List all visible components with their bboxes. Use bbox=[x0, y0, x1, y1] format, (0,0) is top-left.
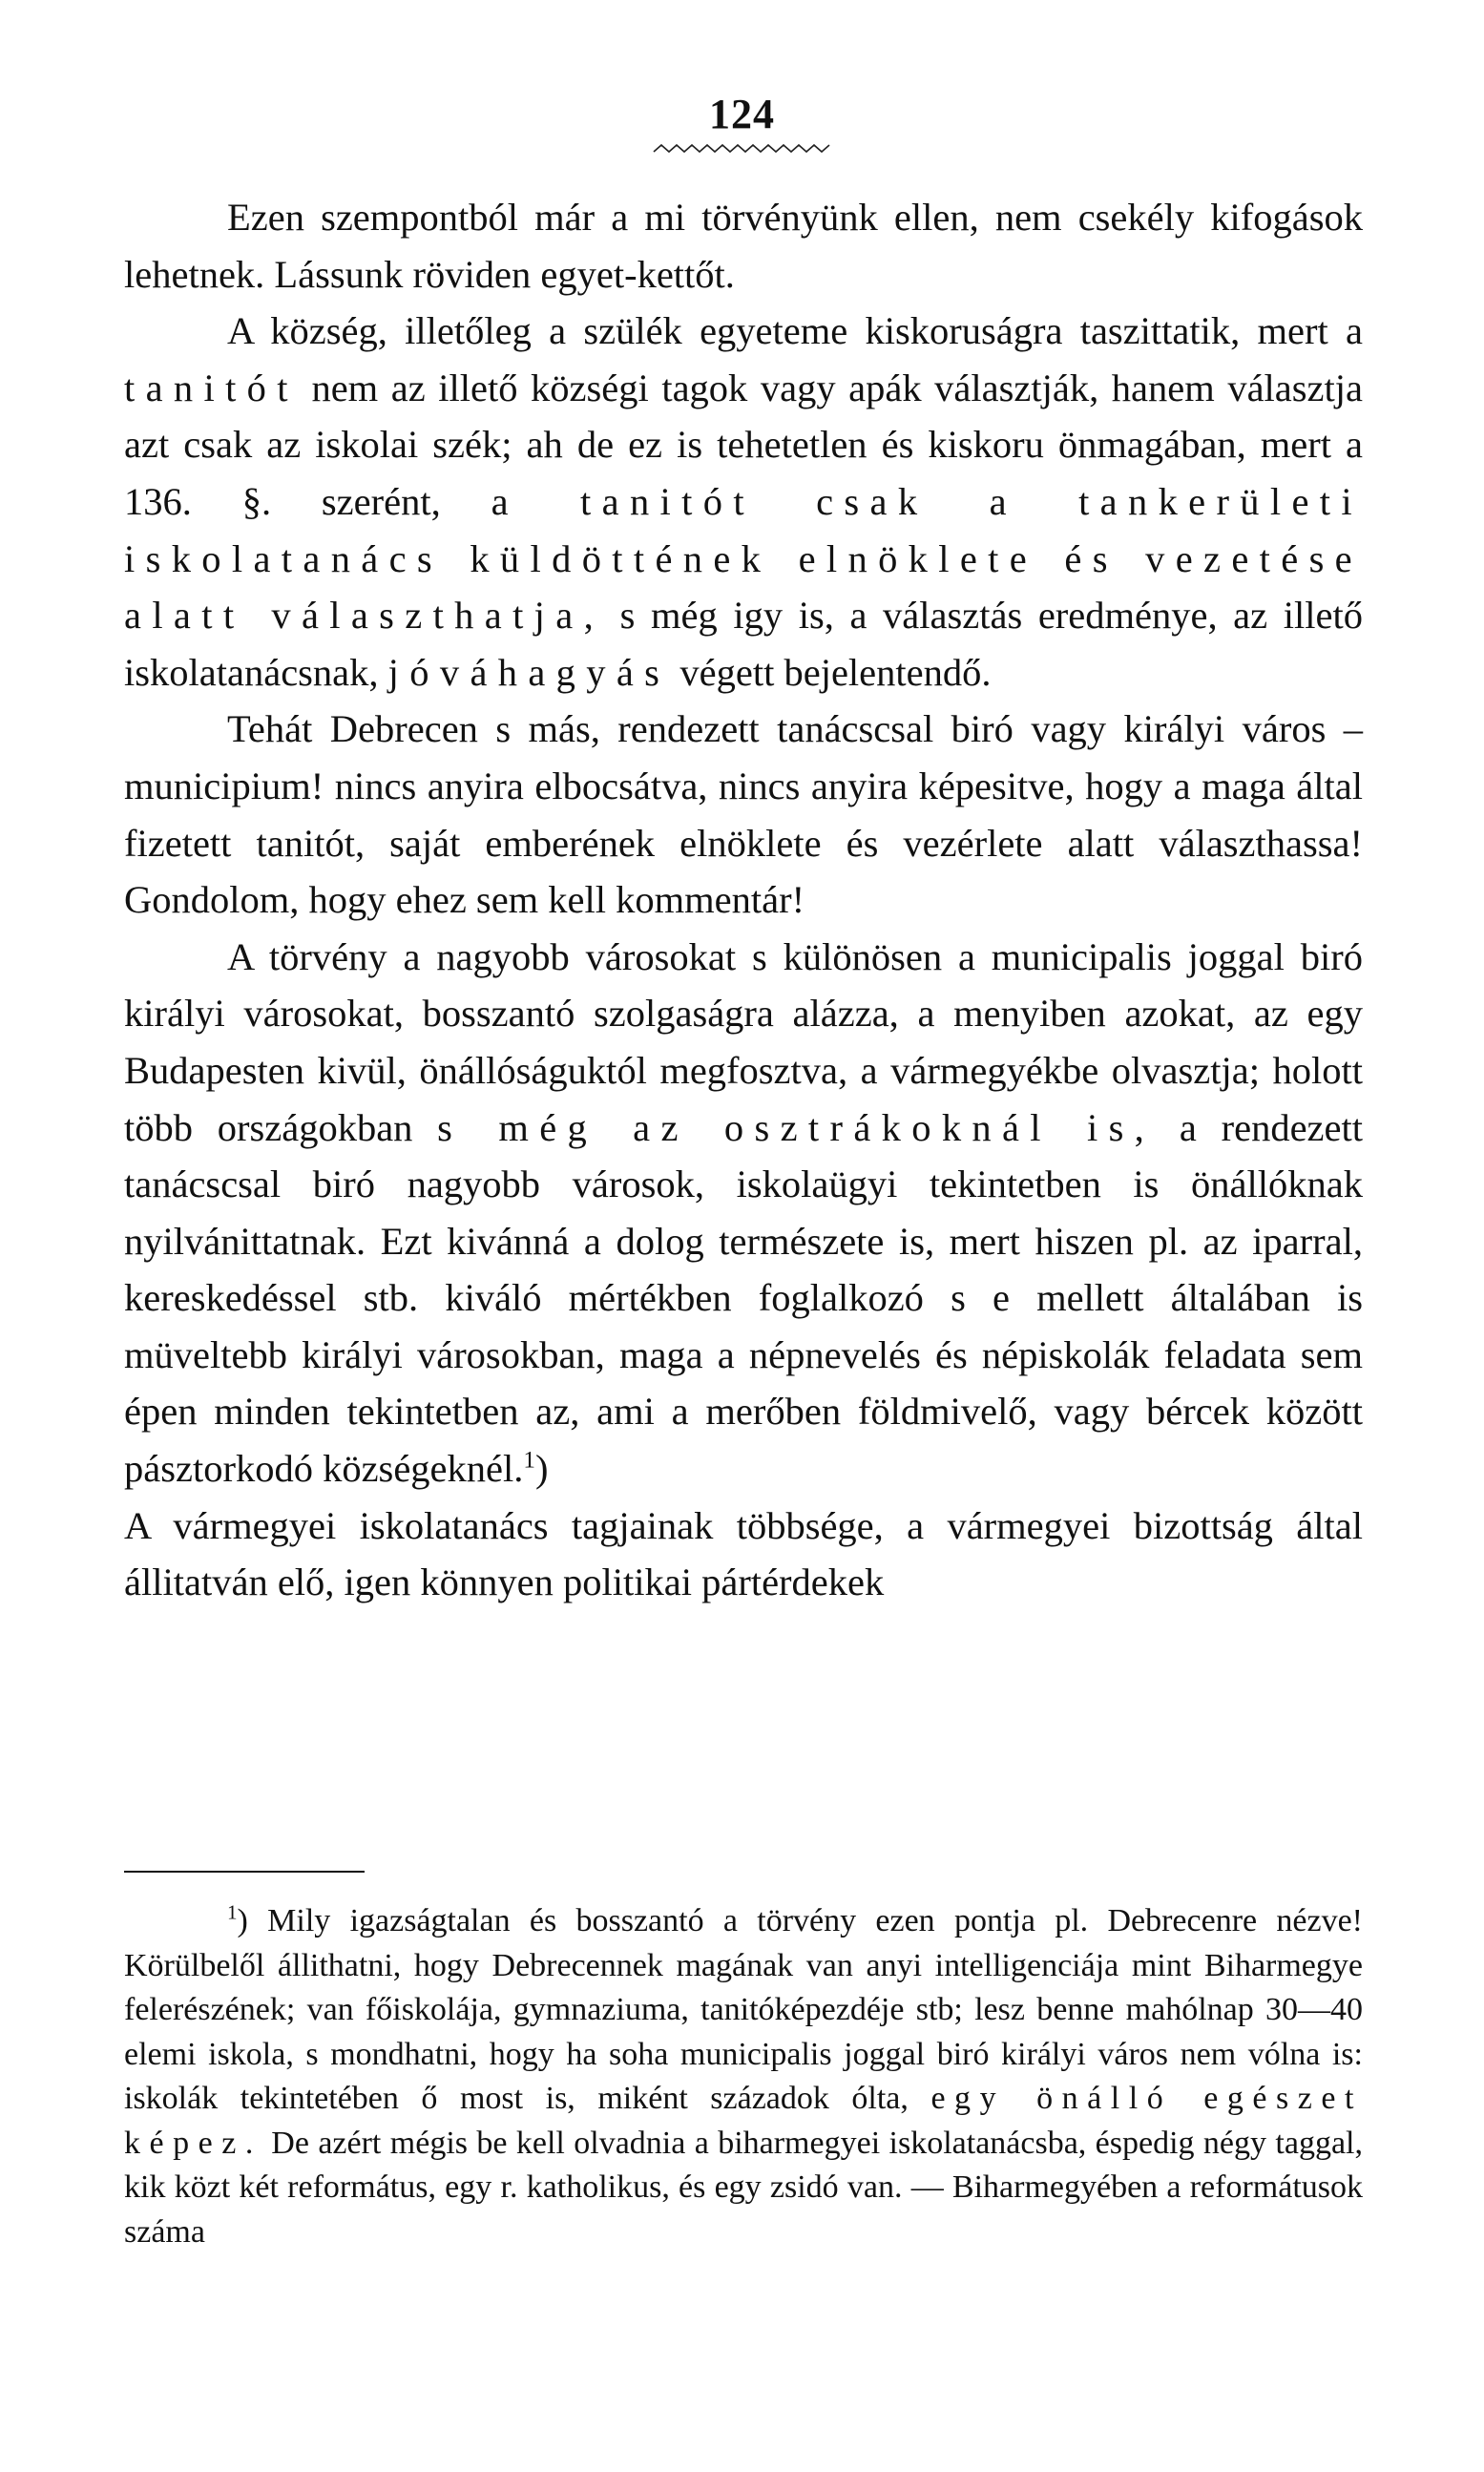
footnote-divider bbox=[124, 1871, 365, 1873]
main-text bbox=[124, 189, 1363, 1611]
paragraph bbox=[124, 1498, 1363, 1611]
text-run: Ezen szempontból már a mi törvényünk ellen, nem csekély kifogások lehetnek. Lássunk röviden egyet-kettőt. bbox=[124, 196, 1363, 296]
footnote-section bbox=[124, 1899, 1363, 2254]
page-header bbox=[0, 91, 1484, 156]
text-run: s még igy is, a választás eredménye, az illető iskolatanácsnak, bbox=[124, 594, 1363, 694]
text-run: A község, illetőleg a szülék egyeteme kiskoruságra taszittatik, mert a bbox=[227, 309, 1363, 353]
text-run: A törvény a nagyobb városokat s különösen a municipalis joggal biró királyi városokat, bosszantó szolgaságra alázza, a menyiben azokat, az egy Budapesten kivül, önállóságuktól megfosztva, a vármegyékbe olvasztja; holott több országokban bbox=[124, 934, 1363, 1149]
wavy-ornament-icon bbox=[652, 142, 833, 156]
emphasized-text: a tanitót csak a tankerületi iskolatanács küldöttének elnöklete és vezetése alatt választhatja, bbox=[124, 479, 1363, 638]
emphasized-text: jóváhagyás bbox=[387, 650, 671, 694]
text-run: ) bbox=[534, 1447, 549, 1491]
text-run: De azért mégis be kell olvadnia a biharmegyei iskolatanácsba, éspedig négy taggal, kik közt két református, egy r. katholikus, és egy zsidó van. — Biharmegyében a reformátusok száma bbox=[124, 2125, 1363, 2250]
text-run: Tehát Debrecen s más, rendezett tanácscsal biró vagy királyi város – municipium! nincs anyira elbocsátva, nincs anyira képesitve, hogy a maga által fizetett tanitót, saját emberének elnöklete és vezérlete alatt választhassa! Gondolom, hogy ehez sem kell kommentár! bbox=[124, 707, 1363, 922]
text-run: A vármegyei iskolatanács tagjainak többsége, a vármegyei bizottság által állitatván elő, igen könnyen politikai pártérdekek bbox=[124, 1503, 1363, 1604]
text-run: végett bejelentendő. bbox=[670, 650, 992, 694]
paragraph bbox=[124, 701, 1363, 928]
footnote-marker: 1 bbox=[523, 1447, 535, 1474]
emphasized-text: egy önálló egészet képez. bbox=[124, 2081, 1363, 2161]
emphasized-text: tanitót bbox=[124, 366, 299, 409]
text-run: ) Mily igazságtalan és bosszantó a törvény ezen pontja pl. Debrecenre nézve! Körülbelől állithatni, hogy Debrecennek magának van anyi intelligenciája mint Biharmegye felerészének; van főiskolája, gymnaziuma, tanitóképezdéje stb; lesz benne mahólnap 30—40 elemi iskola, s mondhatni, hogy ha soha municipalis joggal biró királyi város nem vólna is: iskolák tekintetében ő most is, miként századok ólta, bbox=[124, 1903, 1363, 2116]
emphasized-text: s még az osztrákoknál is, bbox=[437, 1105, 1156, 1149]
footnote-paragraph bbox=[124, 1899, 1363, 2254]
text-run: a rendezett tanácscsal biró nagyobb városok, iskolaügyi tekintetben is önállóknak nyilvánittatnak. Ezt kivánná a dolog természete is, mert hiszen pl. az iparral, kereskedéssel stb. kiváló mértékben foglalkozó s e mellett általában is müveltebb királyi városokban, maga a népnevelés és népiskolák feladata sem épen minden tekintetben az, ami a merőben földmivelő, vagy bércek között pásztorkodó községeknél. bbox=[124, 1105, 1364, 1491]
paragraph bbox=[124, 189, 1363, 303]
footnote-marker: 1 bbox=[227, 1900, 238, 1924]
paragraph bbox=[124, 929, 1363, 1498]
page-number: 124 bbox=[709, 91, 775, 137]
text-run: nem az illető községi tagok vagy apák választják, hanem választja azt csak az iskolai szék; ah de ez is tehetetlen és kiskoru önmagában, mert a 136. §. szerént, bbox=[124, 366, 1363, 523]
paragraph bbox=[124, 303, 1363, 701]
